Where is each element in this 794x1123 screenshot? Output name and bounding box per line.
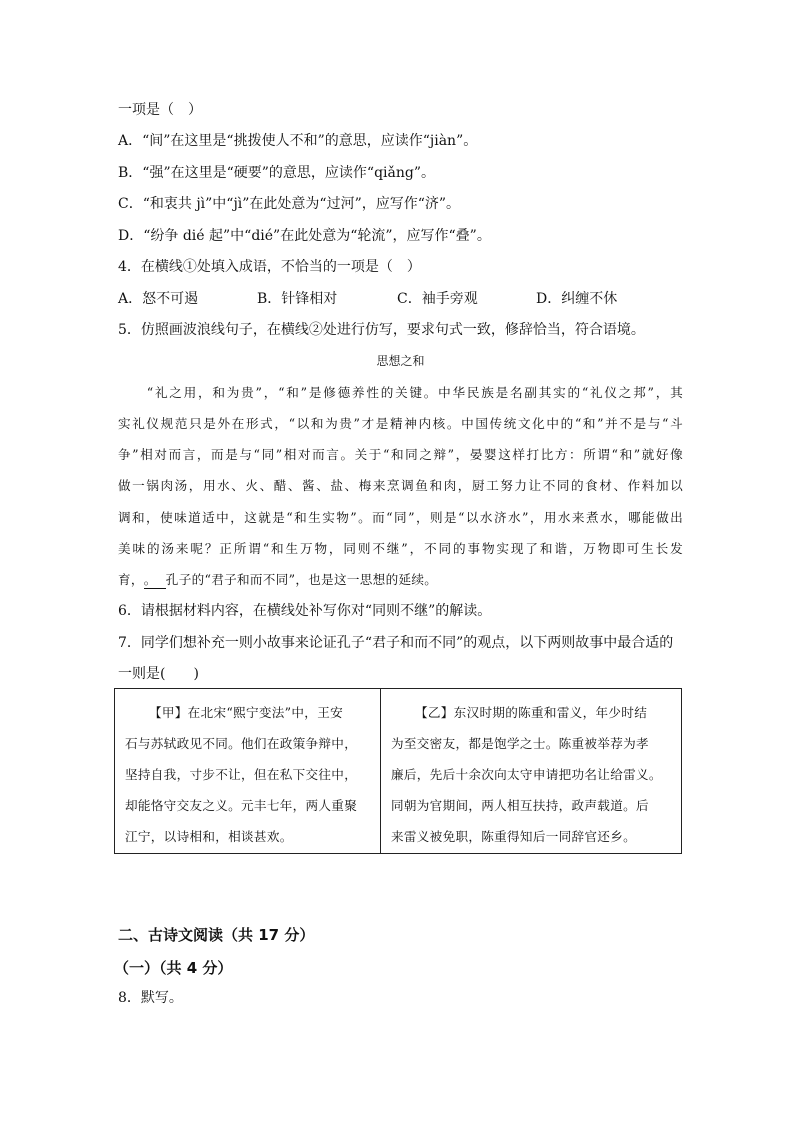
stories-table: [114, 688, 682, 854]
q3-option-a: A．“间”在这里是“挑拨使人不和”的意思，应读作“jiàn”。: [118, 133, 478, 149]
passage-line-6: 美味的汤来呢？正所谓“和生万物，同则不继”，不同的事物实现了和谐，万物即可生长发: [118, 541, 683, 556]
passage-title: 思想之和: [376, 354, 425, 368]
blank-2: 。: [144, 572, 166, 589]
passage-last-prefix: 育，: [118, 572, 144, 587]
q7-stem-line1: 7．同学们想补充一则小故事来论证孔子“君子和而不同”的观点，以下两则故事中最合适的: [118, 635, 674, 651]
q8-stem: 8．默写。: [118, 990, 183, 1006]
q3-option-d: D．“纷争 dié 起”中“dié”在此处意为“轮流”，应写作“叠”。: [118, 228, 491, 244]
q4-option-a: A．怒不可遏: [118, 291, 199, 307]
section-2-heading: 二、古诗文阅读（共 17 分）: [118, 926, 315, 944]
passage-line-4: 做一锅肉汤，用水、火、醋、酱、盐、梅来烹调鱼和肉，厨工努力让不同的食材、作料加以: [118, 478, 683, 493]
story-yi-line: 【乙】东汉时期的陈重和雷义，年少时结: [415, 705, 648, 720]
q4-option-b: B．针锋相对: [257, 291, 338, 307]
q4-stem: 4．在横线①处填入成语，不恰当的一项是（ ）: [118, 259, 421, 275]
story-yi: [381, 689, 681, 853]
story-yi-line: 来雷义被免职，陈重得知后一同辞官还乡。: [391, 829, 636, 844]
q7-stem-line2: 一则是( ): [118, 666, 199, 682]
story-yi-line: 为至交密友，都是饱学之士。陈重被举荐为孝: [391, 736, 649, 751]
passage-line-2: 实礼仪规范只是外在形式，“以和为贵”才是精神内核。中国传统文化中的“和”并不是与“斗: [118, 416, 683, 431]
q3-stem-tail: 一项是（ ）: [118, 102, 202, 118]
passage-line-7: [118, 570, 683, 590]
story-yi-line: 廉后，先后十余次向太守申请把功名让给雷义。: [391, 767, 662, 782]
q3-option-c: C．“和衷共 jì”中“jì”在此处意为“过河”，应写作“济”。: [118, 196, 461, 212]
q3-option-b: B．“强”在这里是“硬要”的意思，应读作“qiǎng”。: [118, 165, 435, 181]
passage-last-suffix: 孔子的“君子和而不同”，也是这一思想的延续。: [165, 572, 438, 587]
story-jia-line: 江宁，以诗相和，相谈甚欢。: [125, 829, 293, 844]
passage-line-5: 调和，使味道适中，这就是“和生实物”。而“同”，则是“以水济水”，用水来煮水，哪能做出: [118, 510, 683, 525]
story-jia-line: 却能恪守交友之义。元丰七年，两人重聚: [125, 798, 358, 813]
q4-option-d: D．纠缠不休: [536, 291, 618, 307]
story-jia: [115, 689, 381, 853]
story-yi-line: 同朝为官期间，两人相互扶持，政声载道。后: [391, 798, 649, 813]
story-jia-line: 【甲】在北宋“熙宁变法”中，王安: [149, 705, 343, 720]
q6-stem: 6．请根据材料内容，在横线处补写你对“同则不继”的解读。: [118, 603, 492, 619]
story-jia-line: 石与苏轼政见不同。他们在政策争辩中，: [125, 736, 358, 751]
passage-line-3: 争”相对而言，而是与“同”相对而言。关于“和同之辩”，晏婴这样打比方：所谓“和”就好像: [118, 447, 683, 462]
q5-stem: 5．仿照画波浪线句子，在横线②处进行仿写，要求句式一致，修辞恰当，符合语境。: [118, 322, 645, 338]
q4-option-c: C．袖手旁观: [397, 291, 478, 307]
story-jia-line: 坚持自我，寸步不让，但在私下交往中，: [125, 767, 358, 782]
section-2-sub-heading: （一）（共 4 分）: [114, 959, 233, 977]
passage-line-1: “礼之用，和为贵”，“和”是修德养性的关键。中华民族是名副其实的“礼仪之邦”，其: [118, 385, 683, 400]
